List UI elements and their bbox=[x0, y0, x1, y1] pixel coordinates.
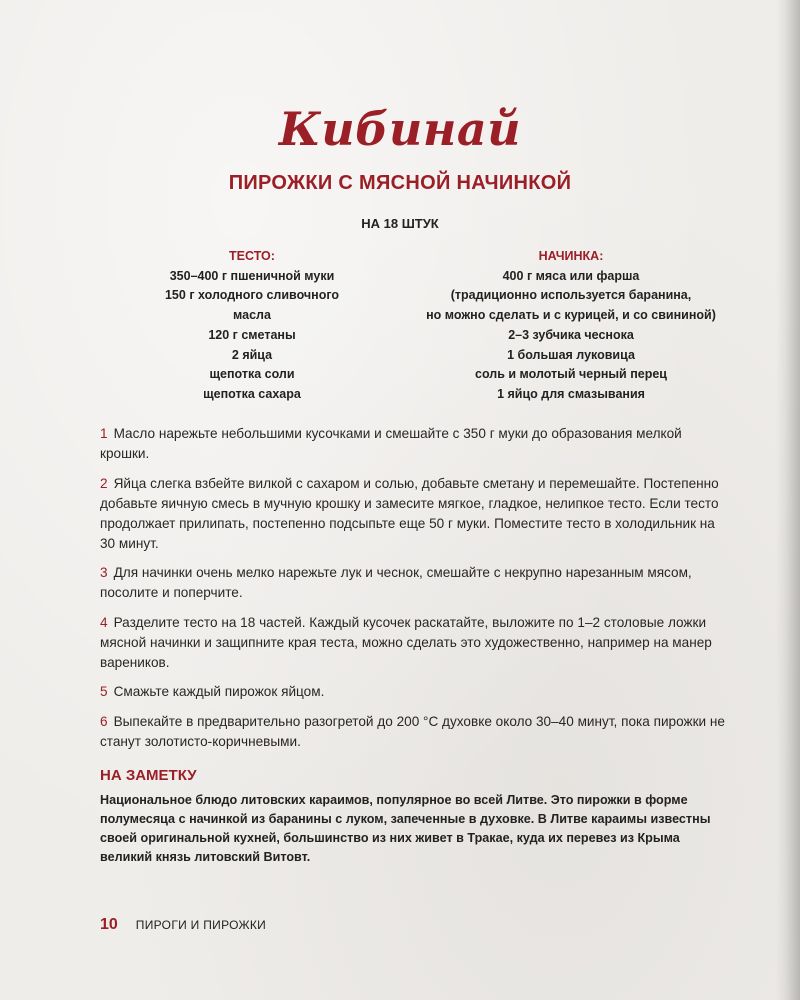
step-number: 5 bbox=[100, 684, 108, 699]
dough-ingredients bbox=[150, 247, 354, 405]
ingredient-item: 150 г холодного сливочного масла bbox=[164, 288, 340, 323]
ingredient-item: 350–400 г пшеничной муки bbox=[169, 268, 335, 283]
step-3 bbox=[100, 563, 730, 603]
step-number: 4 bbox=[100, 614, 108, 630]
filling-heading: НАЧИНКА: bbox=[538, 249, 604, 263]
filling-ingredients bbox=[412, 247, 730, 405]
ingredient-item: (традиционно используется баранина, bbox=[450, 288, 692, 303]
recipe-yield: НА 18 ШТУК bbox=[361, 216, 439, 231]
step-text: Разделите тесто на 18 частей. Каждый кусочек раскатайте, выложите по 1–2 столовые ложки мясной начинки и защипните края теста, можно сделать это художественно, например на манер вареников. bbox=[100, 614, 712, 670]
method-steps bbox=[100, 424, 730, 761]
step-number: 3 bbox=[100, 565, 108, 580]
section-title: ПИРОГИ И ПИРОЖКИ bbox=[135, 918, 267, 932]
note-text: Национальное блюдо литовских караимов, популярное во всей Литве. Это пирожки в форме полумесяца с начинкой из баранины с луком, запеченные в духовке. В Литве караимы известны своей оригинальной кухней, большинство из них живет в Тракае, куда их перевез из Крыма великий князь литовский Витовт. bbox=[100, 793, 711, 864]
ingredient-item: щепотка сахара bbox=[203, 386, 301, 401]
recipe-subtitle: ПИРОЖКИ С МЯСНОЙ НАЧИНКОЙ bbox=[228, 172, 572, 194]
step-text: Масло нарежьте небольшими кусочками и смешайте с 350 г муки до образования мелкой крошки. bbox=[100, 426, 682, 461]
step-number: 2 bbox=[100, 475, 108, 491]
step-6 bbox=[100, 712, 730, 752]
ingredient-item: 120 г сметаны bbox=[208, 327, 296, 342]
ingredient-item: 400 г мяса или фарша bbox=[502, 268, 640, 283]
ingredient-item: щепотка соли bbox=[209, 367, 295, 382]
step-text: Яйца слегка взбейте вилкой с сахаром и солью, добавьте сметану и перемешайте. Постепенно добавьте яичную смесь в мучную крошку и замесите мягкое, гладкое, нелипкое тесто. Если тесто продолжает прилипать, постепенно подсыпьте еще 50 г муки. Поместите тесто в холодильник на 30 минут. bbox=[100, 475, 719, 551]
step-number: 6 bbox=[100, 713, 108, 729]
ingredient-item: 1 большая луковица bbox=[507, 347, 635, 362]
ingredient-item: 1 яйцо для смазывания bbox=[497, 386, 645, 401]
step-text: Смажьте каждый пирожок яйцом. bbox=[113, 684, 325, 699]
ingredient-item: 2–3 зубчика чеснока bbox=[508, 327, 634, 342]
step-1 bbox=[100, 424, 730, 464]
ingredient-item: 2 яйца bbox=[231, 347, 273, 362]
ingredient-item: соль и молотый черный перец bbox=[475, 367, 667, 382]
step-2 bbox=[100, 474, 730, 554]
page-number: 10 bbox=[100, 916, 118, 933]
note-heading: НА ЗАМЕТКУ bbox=[100, 767, 197, 784]
ingredient-item: но можно сделать и с курицей, и со свининой) bbox=[426, 308, 716, 323]
step-5 bbox=[100, 682, 730, 702]
step-number: 1 bbox=[100, 426, 108, 441]
page-footer bbox=[100, 913, 266, 937]
step-text: Для начинки очень мелко нарежьте лук и чеснок, смешайте с некрупно нарезанным мясом, посолите и поперчите. bbox=[100, 565, 692, 600]
recipe-title: Кибинай bbox=[278, 102, 522, 156]
step-text: Выпекайте в предварительно разогретой до 200 °С духовке около 30–40 минут, пока пирожки не станут золотисто-коричневыми. bbox=[100, 713, 725, 749]
step-4 bbox=[100, 613, 730, 673]
dough-heading: ТЕСТО: bbox=[229, 249, 275, 263]
